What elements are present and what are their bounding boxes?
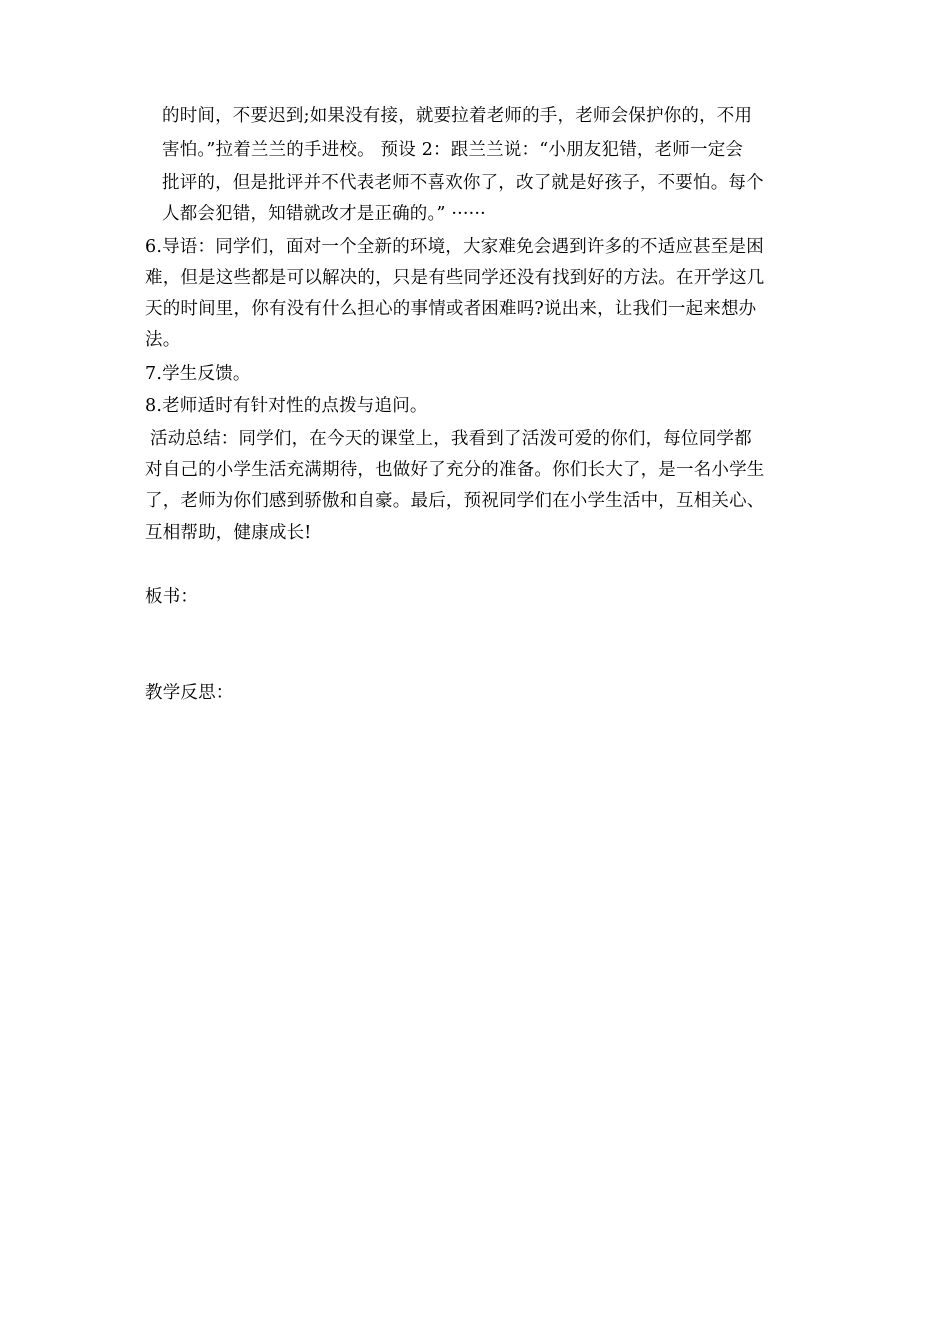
blackboard-heading: 板书： (145, 587, 199, 607)
paragraph-line: 的时间，不要迟到;如果没有接，就要拉着老师的手，老师会保护你的，不用 (162, 106, 753, 126)
paragraph-line: 对自己的小学生活充满期待，也做好了充分的准备。你们长大了，是一名小学生 (145, 460, 765, 480)
paragraph-line: 了，老师为你们感到骄傲和自豪。最后，预祝同学们在小学生活中，互相关心、 (145, 491, 765, 511)
paragraph-line: 人都会犯错，知错就改才是正确的。” ······ (162, 204, 486, 224)
paragraph-line: 8.老师适时有针对性的点拨与追问。 (145, 396, 428, 416)
paragraph-line: 互相帮助，健康成长! (145, 523, 312, 543)
paragraph-line: 活动总结：同学们，在今天的课堂上，我看到了活泼可爱的你们，每位同学都 (150, 429, 752, 449)
paragraph-line: 难，但是这些都是可以解决的，只是有些同学还没有找到好的方法。在开学这几 (145, 268, 765, 288)
paragraph-line: 法。 (145, 330, 181, 350)
paragraph-line: 害怕。”拉着兰兰的手进校。 预设 2：跟兰兰说：“小朋友犯错，老师一定会 (162, 140, 744, 160)
paragraph-line: 天的时间里，你有没有什么担心的事情或者困难吗?说出来，让我们一起来想办 (145, 299, 757, 319)
paragraph-line: 7.学生反馈。 (145, 364, 251, 384)
teaching-reflection-heading: 教学反思： (145, 683, 234, 703)
paragraph-line: 6.导语：同学们，面对一个全新的环境，大家难免会遇到许多的不适应甚至是困 (145, 237, 764, 257)
paragraph-line: 批评的，但是批评并不代表老师不喜欢你了，改了就是好孩子，不要怕。每个 (162, 173, 764, 193)
